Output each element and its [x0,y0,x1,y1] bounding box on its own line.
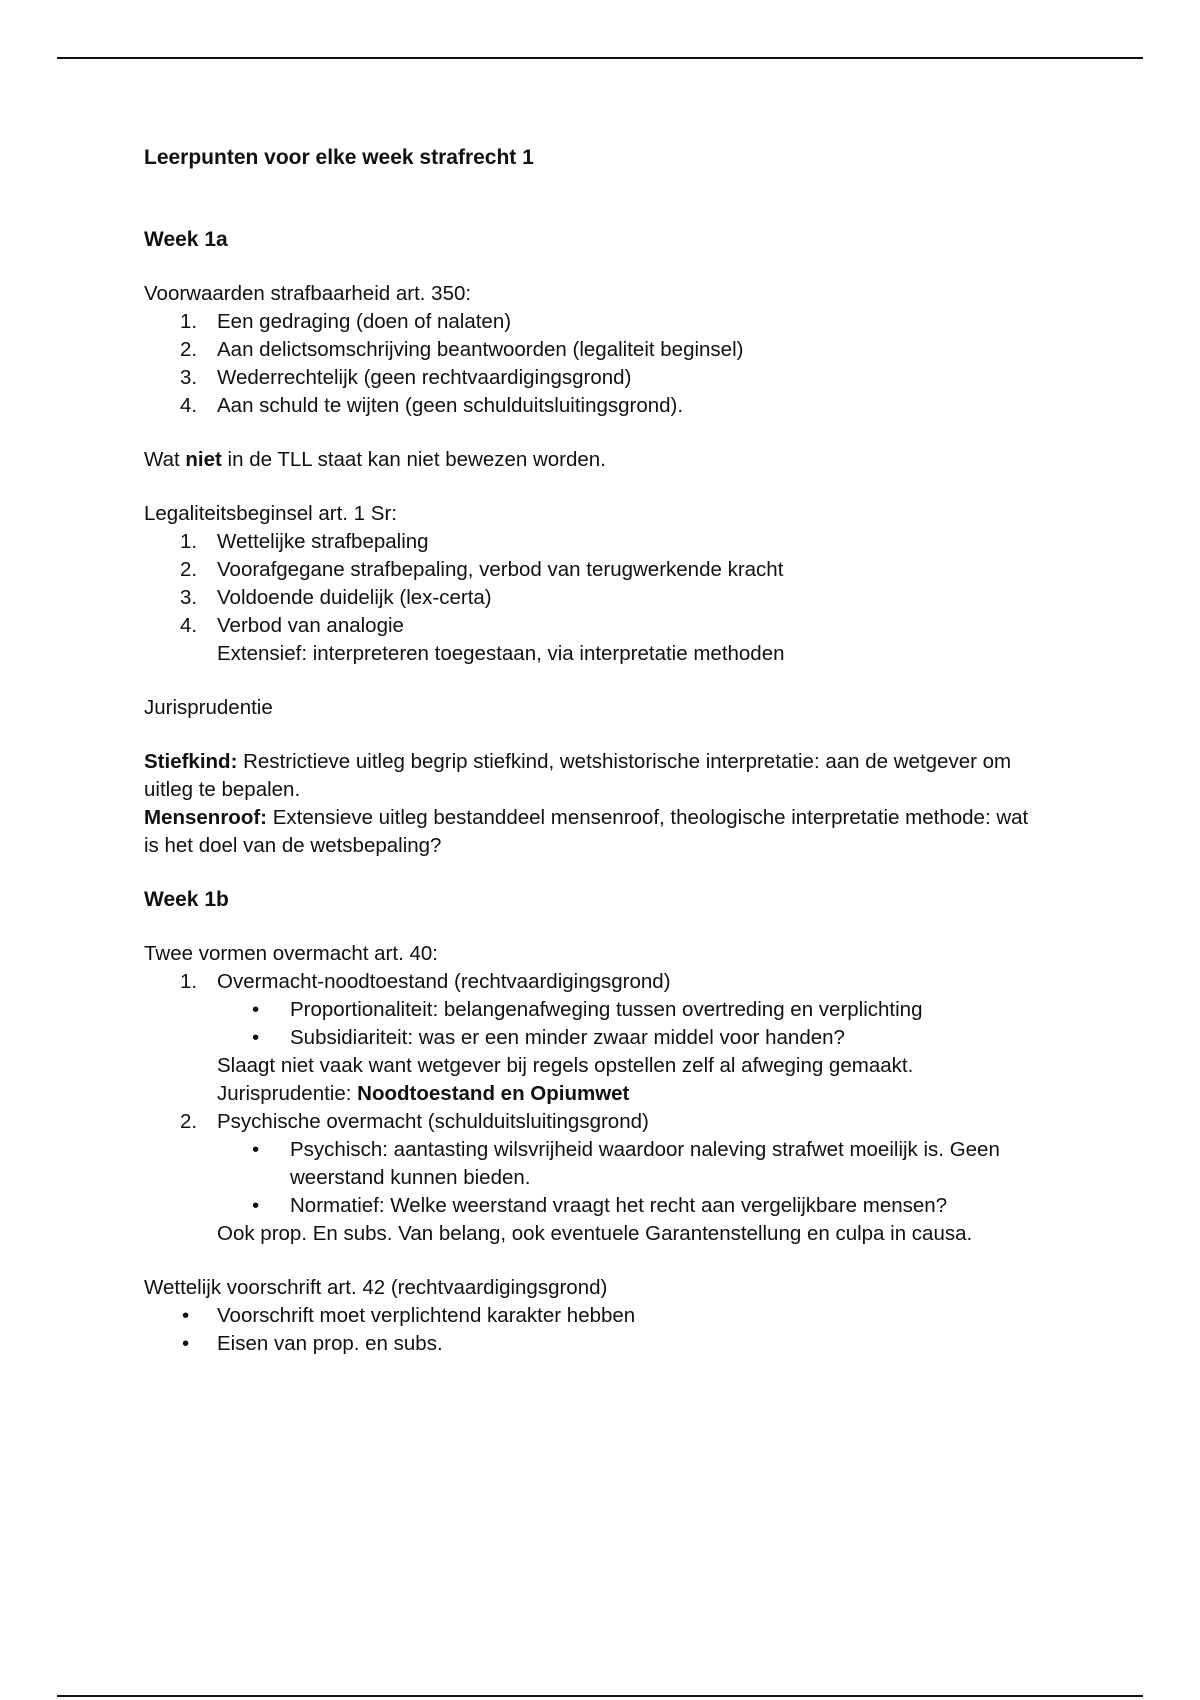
list-item: 4. Verbod van analogie [180,614,404,637]
list-item: 2. Voorafgegane strafbepaling, verbod van terugwerkende kracht [180,558,784,581]
document-body [144,144,1044,1358]
noodtoestand-bullets [144,996,1044,1052]
list-item: • Normatief: Welke weerstand vraagt het recht aan vergelijkbare mensen? [252,1194,948,1217]
list-item: 1. Wettelijke strafbepaling [180,530,429,553]
week-1a-heading: Week 1a [144,228,228,251]
list-item: • Subsidiariteit: was er een minder zwaar middel voor handen? [252,1026,845,1049]
voorschrift-intro: Wettelijk voorschrift art. 42 (rechtvaardigingsgrond) [144,1276,608,1299]
list-item: 3. Voldoende duidelijk (lex-certa) [180,586,492,609]
list-item: 1. Een gedraging (doen of nalaten) [180,310,512,333]
list-item: • Eisen van prop. en subs. [182,1332,443,1355]
list-item: • Voorschrift moet verplichtend karakter hebben [182,1304,636,1327]
list-item: 3. Wederrechtelijk (geen rechtvaardigingsgrond) [180,366,632,389]
list-item: 4. Aan schuld te wijten (geen schulduitsluitingsgrond). [180,394,684,417]
week-1b-heading: Week 1b [144,888,229,911]
list-item: • Psychisch: aantasting wilsvrijheid waardoor naleving strafwet moeilijk is. Geen weerstand kunnen bieden. [252,1138,1000,1189]
bottom-rule [57,1695,1143,1697]
noodtoestand-note: Slaagt niet vaak want wetgever bij regels opstellen zelf al afweging gemaakt. [217,1054,914,1077]
legality-intro: Legaliteitsbeginsel art. 1 Sr: [144,502,397,525]
psychische-bullets [144,1136,1044,1220]
list-item: 2. Psychische overmacht (schulduitsluitingsgrond) [180,1110,649,1133]
overmacht-intro: Twee vormen overmacht art. 40: [144,942,438,965]
psychische-note: Ook prop. En subs. Van belang, ook eventuele Garantenstellung en culpa in causa. [217,1222,973,1245]
case-stiefkind: Stiefkind: Restrictieve uitleg begrip stiefkind, wetshistorische interpretatie: aan de wetgever om uitleg te bepalen. [144,750,1012,801]
legality-list [144,528,1044,640]
document-title: Leerpunten voor elke week strafrecht 1 [144,146,534,169]
noodtoestand-jurisprudence: Jurisprudentie: Noodtoestand en Opiumwet [217,1082,630,1105]
conditions-intro: Voorwaarden strafbaarheid art. 350: [144,282,472,305]
case-mensenroof: Mensenroof: Extensieve uitleg bestanddeel mensenroof, theologische interpretatie methode: wat is het doel van de wetsbepaling? [144,806,1029,857]
tll-note: Wat niet in de TLL staat kan niet bewezen worden. [144,448,606,471]
overmacht-list [144,968,1044,996]
voorschrift-bullets [144,1302,1044,1358]
list-item: 2. Aan delictsomschrijving beantwoorden (legaliteit beginsel) [180,338,744,361]
jurisprudence-label: Jurisprudentie [144,696,273,719]
top-rule [57,57,1143,59]
overmacht-list-continued [144,1108,1044,1136]
list-item: 1. Overmacht-noodtoestand (rechtvaardigingsgrond) [180,970,671,993]
conditions-list [144,308,1044,420]
list-item: • Proportionaliteit: belangenafweging tussen overtreding en verplichting [252,998,923,1021]
legality-extension: Extensief: interpreteren toegestaan, via interpretatie methoden [217,642,785,665]
